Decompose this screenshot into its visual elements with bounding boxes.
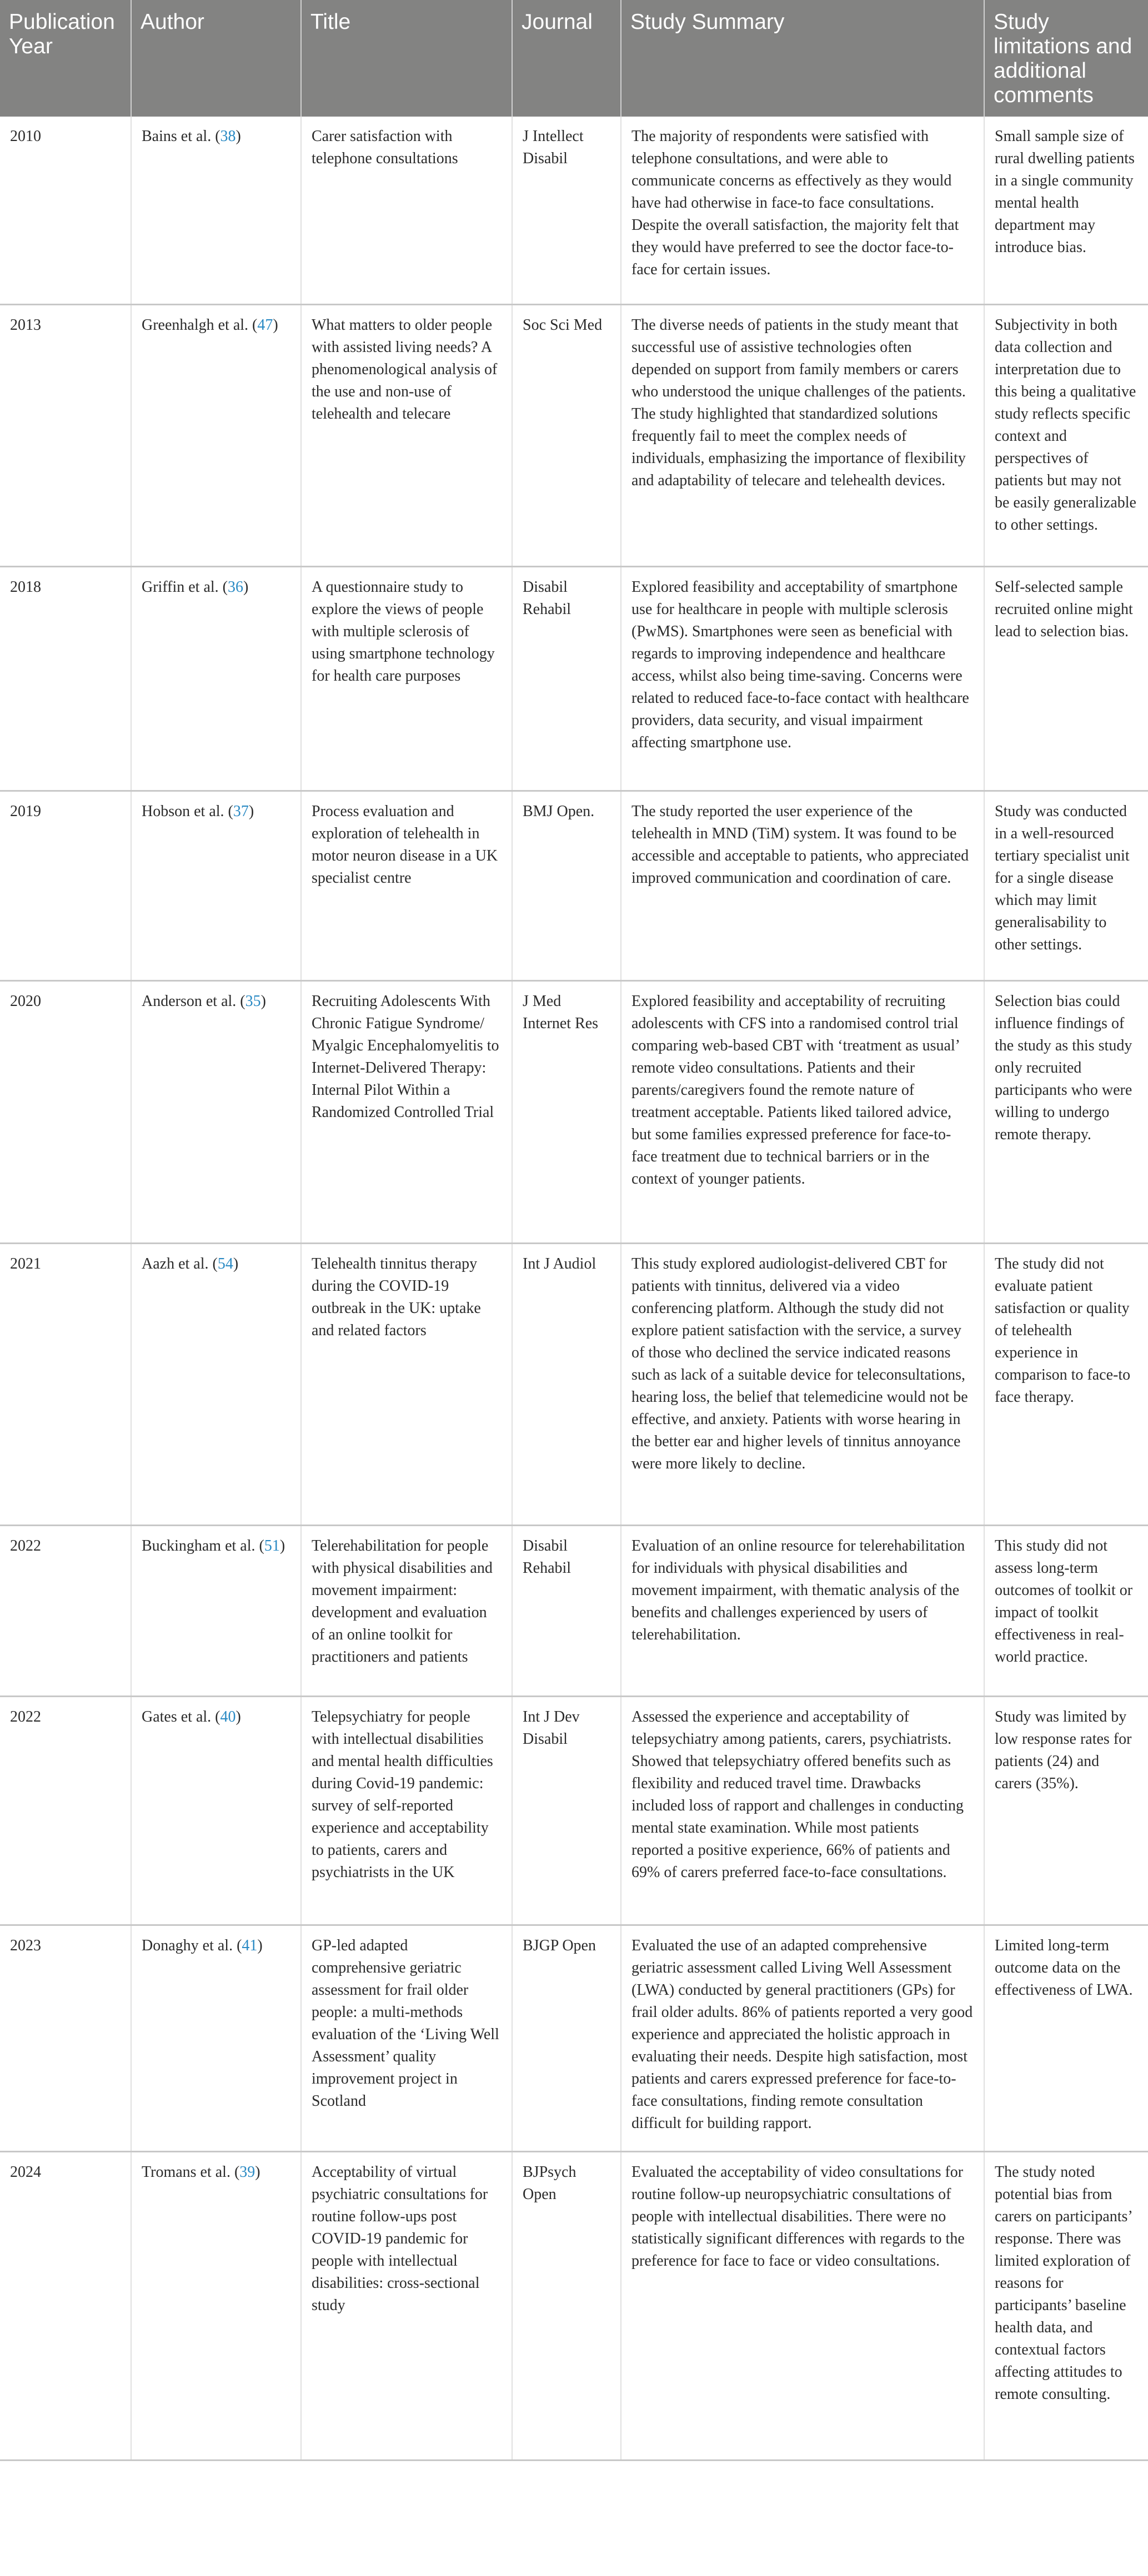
table-row xyxy=(0,791,1148,980)
cell-summary: Explored feasibility and acceptability of smartphone use for healthcare in people with multiple sclerosis (PwMS). Smartphones were seen as beneficial with regards to improving independence and healthcare access, whilst also being time-saving. Concerns were related to reduced face-to-face contact with healthcare providers, data security, and visual impairment affecting smartphone use. xyxy=(621,566,984,791)
cell-limitations: Study was limited by low response rates for patients (24) and carers (35%). xyxy=(984,1696,1148,1925)
cell-journal: Int J Dev Disabil xyxy=(512,1696,621,1925)
cell-limitations: Limited long-term outcome data on the effectiveness of LWA. xyxy=(984,1925,1148,2151)
reference-link[interactable]: 54 xyxy=(217,1255,233,1272)
cell-title: Telehealth tinnitus therapy during the COVID-19 outbreak in the UK: uptake and related factors xyxy=(301,1243,512,1525)
cell-year: 2013 xyxy=(0,304,131,566)
header-row xyxy=(0,0,1148,117)
reference-link[interactable]: 41 xyxy=(242,1936,258,1954)
cell-year: 2020 xyxy=(0,980,131,1243)
reference-link[interactable]: 39 xyxy=(239,2163,255,2181)
header-publication-year: Publication Year xyxy=(0,0,131,117)
cell-title: Process evaluation and exploration of telehealth in motor neuron disease in a UK specialist centre xyxy=(301,791,512,980)
cell-journal: Int J Audiol xyxy=(512,1243,621,1525)
reference-link[interactable]: 51 xyxy=(264,1537,280,1554)
cell-journal: BJPsych Open xyxy=(512,2151,621,2460)
table-row xyxy=(0,1696,1148,1925)
cell-title: Recruiting Adolescents With Chronic Fatigue Syndrome/ Myalgic Encephalomyelitis to Internet-Delivered Therapy: Internal Pilot Within a Randomized Controlled Trial xyxy=(301,980,512,1243)
table-row xyxy=(0,980,1148,1243)
cell-author: Gates et al. (40) xyxy=(131,1696,301,1925)
cell-author: Buckingham et al. (51) xyxy=(131,1525,301,1696)
author-name: Greenhalgh et al. xyxy=(142,316,249,334)
cell-title: What matters to older people with assisted living needs? A phenomenological analysis of the use and non-use of telehealth and telecare xyxy=(301,304,512,566)
cell-limitations: Self-selected sample recruited online might lead to selection bias. xyxy=(984,566,1148,791)
cell-journal: BJGP Open xyxy=(512,1925,621,2151)
cell-year: 2019 xyxy=(0,791,131,980)
cell-journal: Soc Sci Med xyxy=(512,304,621,566)
cell-journal: BMJ Open. xyxy=(512,791,621,980)
cell-author: Donaghy et al. (41) xyxy=(131,1925,301,2151)
cell-title: GP-led adapted comprehensive geriatric assessment for frail older people: a multi-methods evaluation of the ‘Living Well Assessment’ quality improvement project in Scotland xyxy=(301,1925,512,2151)
cell-limitations: This study did not assess long-term outcomes of toolkit or impact of toolkit effectiveness in real-world practice. xyxy=(984,1525,1148,1696)
cell-summary: The diverse needs of patients in the study meant that successful use of assistive technologies often depended on support from family members or carers who understood the unique challenges of the patients. The study highlighted that standardized solutions frequently fail to meet the complex needs of individuals, emphasizing the importance of flexibility and adaptability of telecare and telehealth devices. xyxy=(621,304,984,566)
cell-author: Anderson et al. (35) xyxy=(131,980,301,1243)
reference-link[interactable]: 35 xyxy=(245,992,261,1010)
author-name: Donaghy et al. xyxy=(142,1936,233,1954)
cell-year: 2023 xyxy=(0,1925,131,2151)
cell-year: 2022 xyxy=(0,1696,131,1925)
table-row xyxy=(0,566,1148,791)
cell-author: Aazh et al. (54) xyxy=(131,1243,301,1525)
cell-year: 2018 xyxy=(0,566,131,791)
reference-link[interactable]: 40 xyxy=(220,1708,236,1725)
cell-journal: Disabil Rehabil xyxy=(512,566,621,791)
cell-journal: Disabil Rehabil xyxy=(512,1525,621,1696)
cell-summary: Evaluated the acceptability of video consultations for routine follow-up neuropsychiatric consultations of people with intellectual disabilities. There were no statistically significant differences with regards to the preference for face to face or video consultations. xyxy=(621,2151,984,2460)
cell-author: Tromans et al. (39) xyxy=(131,2151,301,2460)
cell-author: Bains et al. (38) xyxy=(131,117,301,304)
author-name: Hobson et al. xyxy=(142,802,224,820)
cell-summary: Assessed the experience and acceptability of telepsychiatry among patients, carers, psychiatrists. Showed that telepsychiatry offered benefits such as flexibility and reduced travel time. Drawbacks included loss of rapport and challenges in conducting mental state examination. While most patients reported a positive experience, 66% of patients and 69% of carers preferred face-to-face consultations. xyxy=(621,1696,984,1925)
author-name: Anderson et al. xyxy=(142,992,237,1010)
table-row xyxy=(0,1243,1148,1525)
cell-title: A questionnaire study to explore the views of people with multiple sclerosis of using smartphone technology for health care purposes xyxy=(301,566,512,791)
cell-title: Telepsychiatry for people with intellectual disabilities and mental health difficulties during Covid-19 pandemic: survey of self-reported experience and acceptability to patients, carers and psychiatrists in the UK xyxy=(301,1696,512,1925)
author-name: Bains et al. xyxy=(142,128,212,145)
cell-year: 2024 xyxy=(0,2151,131,2460)
cell-summary: Explored feasibility and acceptability of recruiting adolescents with CFS into a randomised control trial comparing web-based CBT with ‘treatment as usual’ remote video consultations. Patients and their parents/caregivers found the remote nature of treatment acceptable. Patients liked tailored advice, but some families expressed preference for face-to-face treatment due to technical barriers or in the context of younger patients. xyxy=(621,980,984,1243)
table-row xyxy=(0,1525,1148,1696)
reference-link[interactable]: 37 xyxy=(233,802,249,820)
reference-link[interactable]: 36 xyxy=(228,578,243,596)
author-name: Tromans et al. xyxy=(142,2163,230,2181)
cell-journal: J Med Internet Res xyxy=(512,980,621,1243)
cell-limitations: Small sample size of rural dwelling patients in a single community mental health department may introduce bias. xyxy=(984,117,1148,304)
author-name: Aazh et al. xyxy=(142,1255,209,1272)
cell-author: Greenhalgh et al. (47) xyxy=(131,304,301,566)
author-name: Griffin et al. xyxy=(142,578,219,596)
header-title: Title xyxy=(301,0,512,117)
cell-year: 2010 xyxy=(0,117,131,304)
header-author: Author xyxy=(131,0,301,117)
cell-summary: The majority of respondents were satisfied with telephone consultations, and were able to communicate concerns as effectively as they would have had otherwise in face-to face consultations. Despite the overall satisfaction, the majority felt that they would have preferred to see the doctor face-to-face for certain issues. xyxy=(621,117,984,304)
table-row xyxy=(0,2151,1148,2460)
author-name: Gates et al. xyxy=(142,1708,212,1725)
cell-year: 2022 xyxy=(0,1525,131,1696)
cell-limitations: Subjectivity in both data collection and interpretation due to this being a qualitative study reflects specific context and perspectives of patients but may not be easily generalizable to other settings. xyxy=(984,304,1148,566)
cell-author: Griffin et al. (36) xyxy=(131,566,301,791)
header-study-limitations: Study limitations and additional comments xyxy=(984,0,1148,117)
cell-title: Telerehabilitation for people with physical disabilities and movement impairment: development and evaluation of an online toolkit for practitioners and patients xyxy=(301,1525,512,1696)
cell-title: Carer satisfaction with telephone consultations xyxy=(301,117,512,304)
cell-limitations: Selection bias could influence findings of the study as this study only recruited participants who were willing to undergo remote therapy. xyxy=(984,980,1148,1243)
cell-summary: Evaluation of an online resource for telerehabilitation for individuals with physical disabilities and movement impairment, with thematic analysis of the benefits and challenges experienced by users of telerehabilitation. xyxy=(621,1525,984,1696)
header-study-summary: Study Summary xyxy=(621,0,984,117)
cell-summary: Evaluated the use of an adapted comprehensive geriatric assessment called Living Well Assessment (LWA) conducted by general practitioners (GPs) for frail older adults. 86% of patients reported a very good experience and appreciated the holistic approach in evaluating their needs. Despite high satisfaction, most patients and carers expressed preference for face-to-face consultations, finding remote consultation difficult for building rapport. xyxy=(621,1925,984,2151)
reference-link[interactable]: 38 xyxy=(220,128,236,145)
cell-limitations: Study was conducted in a well-resourced tertiary specialist unit for a single disease which may limit generalisability to other settings. xyxy=(984,791,1148,980)
author-name: Buckingham et al. xyxy=(142,1537,255,1554)
table-row xyxy=(0,1925,1148,2151)
table-row xyxy=(0,117,1148,304)
cell-limitations: The study did not evaluate patient satisfaction or quality of telehealth experience in comparison to face-to face therapy. xyxy=(984,1243,1148,1525)
table-row xyxy=(0,304,1148,566)
reference-link[interactable]: 47 xyxy=(257,316,273,334)
cell-summary: This study explored audiologist-delivered CBT for patients with tinnitus, delivered via a video conferencing platform. Although the study did not explore patient satisfaction with the service, a survey of those who declined the service indicated reasons such as lack of a suitable device for teleconsultations, hearing loss, the belief that telemedicine would not be effective, and anxiety. Patients with worse hearing in the better ear and higher levels of tinnitus annoyance were more likely to decline. xyxy=(621,1243,984,1525)
cell-author: Hobson et al. (37) xyxy=(131,791,301,980)
cell-limitations: The study noted potential bias from carers on participants’ response. There was limited exploration of reasons for participants’ baseline health data, and contextual factors affecting attitudes to remote consulting. xyxy=(984,2151,1148,2460)
table-header xyxy=(0,0,1148,117)
header-journal: Journal xyxy=(512,0,621,117)
table-body xyxy=(0,117,1148,2460)
cell-journal: J Intellect Disabil xyxy=(512,117,621,304)
cell-title: Acceptability of virtual psychiatric consultations for routine follow-ups post COVID-19 pandemic for people with intellectual disabilities: cross-sectional study xyxy=(301,2151,512,2460)
cell-year: 2021 xyxy=(0,1243,131,1525)
cell-summary: The study reported the user experience of the telehealth in MND (TiM) system. It was found to be accessible and acceptable to patients, who appreciated improved communication and coordination of care. xyxy=(621,791,984,980)
